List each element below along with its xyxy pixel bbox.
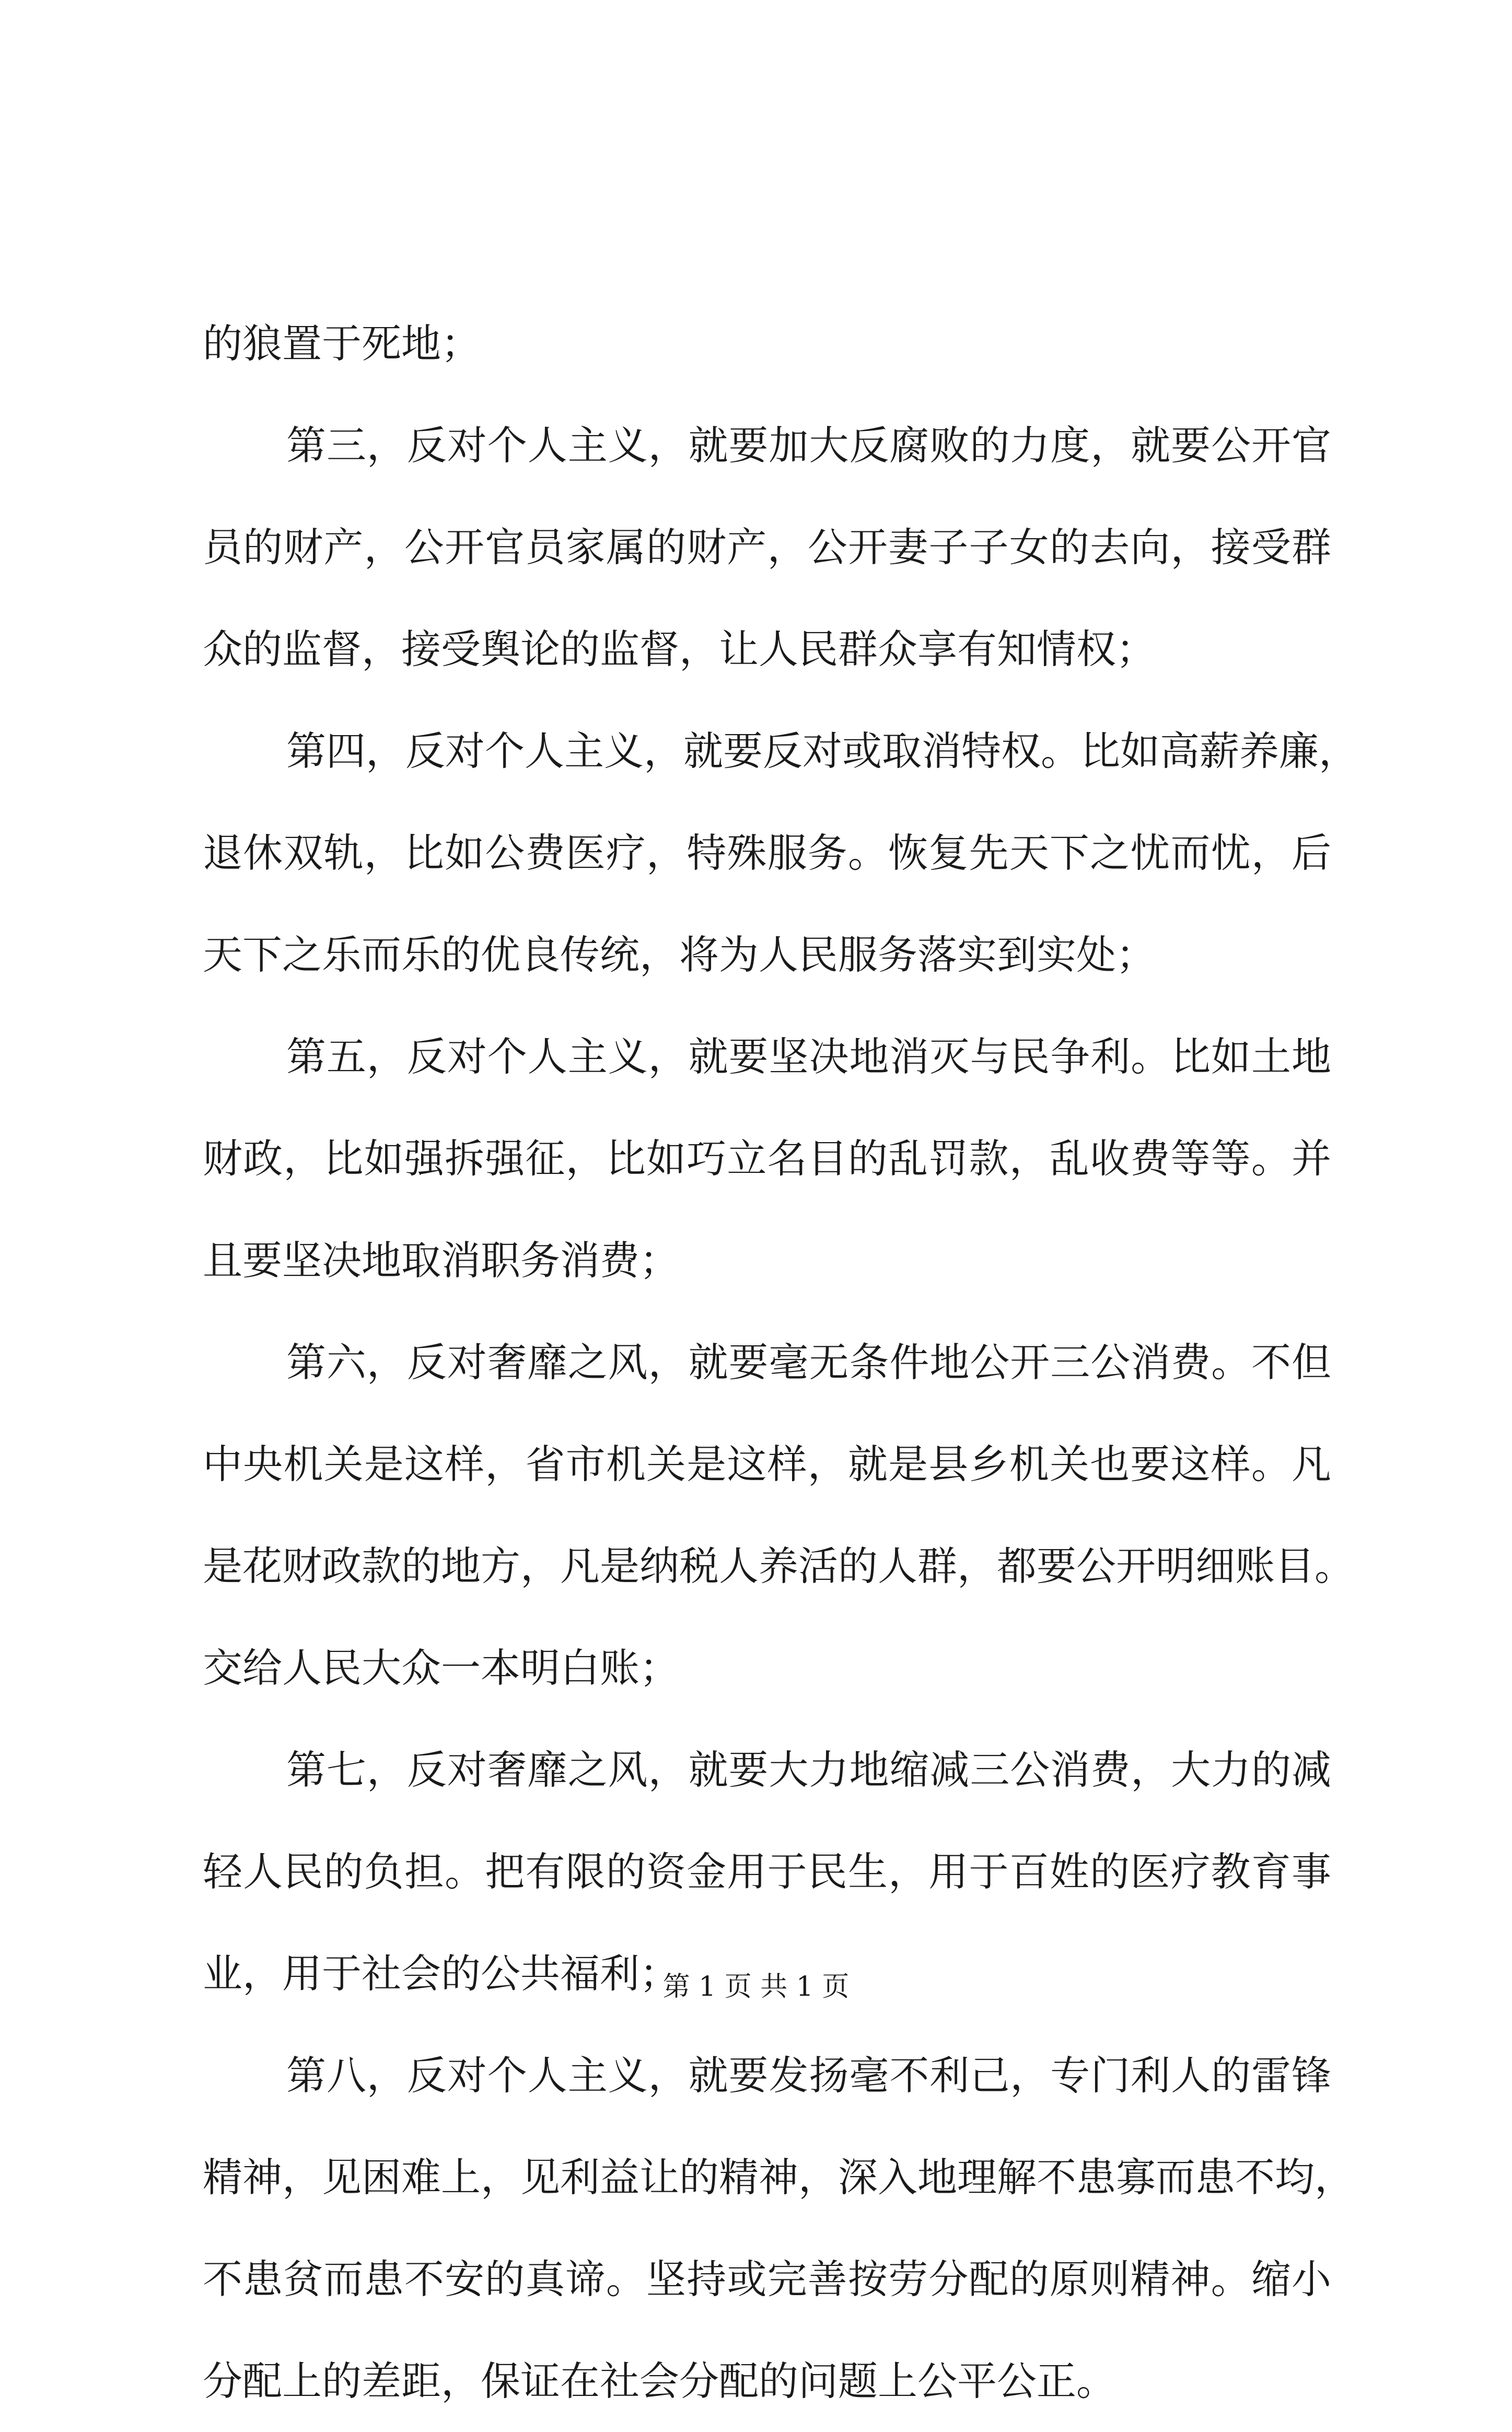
- text-line: 第六，反对奢靡之风，就要毫无条件地公开三公消费。不但: [286, 1339, 1331, 1386]
- text-line: 精神，见困难上，见利益让的精神，深入地理解不患寡而患不均，: [203, 2154, 1354, 2201]
- document-body: [203, 293, 1358, 2432]
- text-line: 第七，反对奢靡之风，就要大力地缩减三公消费，大力的减: [286, 1747, 1331, 1793]
- text-line: 且要坚决地取消职务消费；: [203, 1237, 679, 1284]
- text-line: 第四，反对个人主义，就要反对或取消特权。比如高薪养廉，: [286, 728, 1358, 774]
- text-line: 交给人民大众一本明白账；: [203, 1645, 679, 1691]
- text-line: 轻人民的负担。把有限的资金用于民生，用于百姓的医疗教育事: [203, 1848, 1331, 1895]
- text-line: 中央机关是这样，省市机关是这样，就是县乡机关也要这样。凡: [203, 1441, 1331, 1487]
- text-line: 的狼置于死地；: [203, 320, 481, 367]
- text-line: 是花财政款的地方，凡是纳税人养活的人群，都要公开明细账目。: [203, 1543, 1354, 1589]
- text-line: 分配上的差距，保证在社会分配的问题上公平公正。: [203, 2358, 1116, 2404]
- text-line: 财政，比如强拆强征，比如巧立名目的乱罚款，乱收费等等。并: [203, 1135, 1331, 1182]
- text-line: 员的财产，公开官员家属的财产，公开妻子子女的去向，接受群: [203, 524, 1331, 571]
- page-footer: 第 1 页 共 1 页: [662, 1971, 850, 2003]
- text-line: 退休双轨，比如公费医疗，特殊服务。恢复先天下之忧而忧，后: [203, 830, 1331, 876]
- text-line: 天下之乐而乐的优良传统，将为人民服务落实到实处；: [203, 932, 1156, 978]
- text-line: 第三，反对个人主义，就要加大反腐败的力度，就要公开官: [286, 422, 1331, 469]
- text-line: 第五，反对个人主义，就要坚决地消灭与民争利。比如土地: [286, 1033, 1331, 1080]
- text-line: 第八，反对个人主义，就要发扬毫不利己，专门利人的雷锋: [286, 2052, 1331, 2099]
- text-line: 不患贫而患不安的真谛。坚持或完善按劳分配的原则精神。缩小: [203, 2256, 1331, 2302]
- text-line: 业，用于社会的公共福利；: [203, 1950, 679, 1997]
- text-line: 众的监督，接受舆论的监督，让人民群众享有知情权；: [203, 626, 1156, 672]
